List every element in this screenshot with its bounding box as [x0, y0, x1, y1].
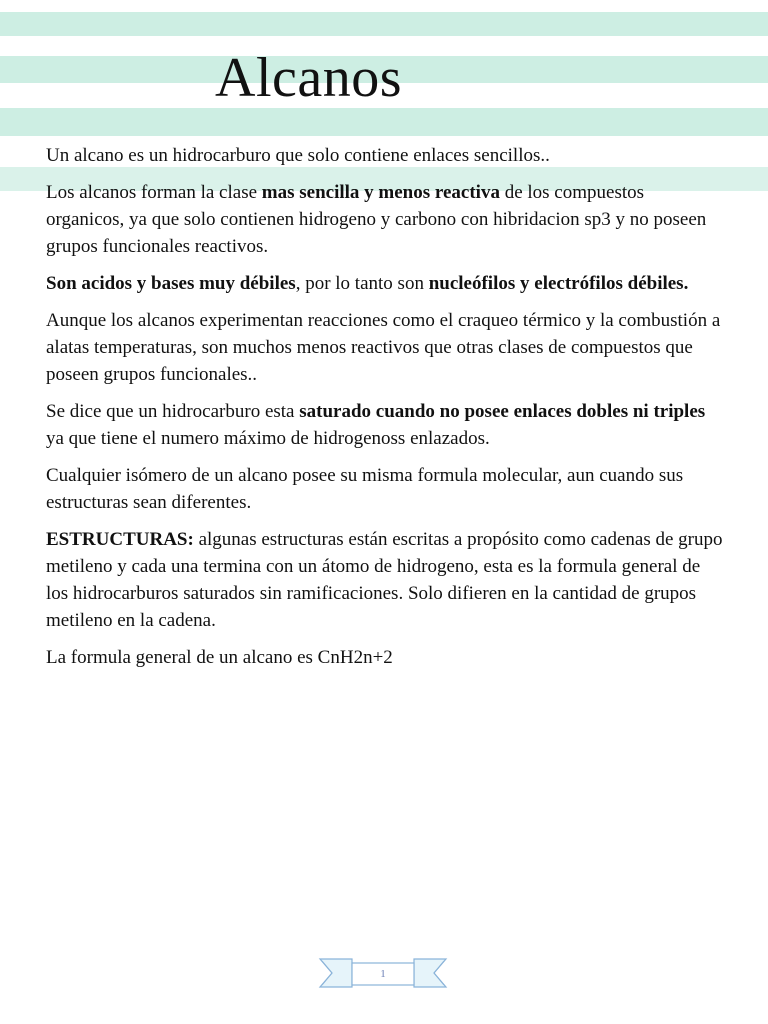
paragraph [46, 644, 726, 671]
paragraph [46, 307, 726, 388]
page-number-ribbon [318, 953, 448, 995]
header-stripe [0, 12, 768, 36]
text-run: , por lo tanto son [295, 273, 429, 294]
text-run: Se dice que un hidrocarburo esta [46, 401, 300, 422]
paragraph [46, 142, 726, 169]
bold-text: nucleófilos y electrófilos débiles. [428, 273, 689, 294]
text-run: Los alcanos forman la clase [46, 182, 262, 203]
header-stripe [0, 108, 768, 136]
text-run: Cualquier isómero de un alcano posee su misma formula molecular, aun cuando sus estructuras sean diferentes. [46, 465, 684, 513]
paragraph [46, 526, 726, 634]
bold-text: Son acidos y bases muy débiles [46, 273, 296, 294]
bold-text: ESTRUCTURAS: [46, 529, 194, 550]
text-run: ya que tiene el numero máximo de hidrogenoss enlazados. [46, 428, 490, 449]
text-run: La formula general de un alcano es CnH2n+2 [46, 647, 393, 668]
bold-text: saturado cuando no posee enlaces dobles ni triples [299, 401, 706, 422]
paragraph [46, 270, 726, 297]
text-run: algunas estructuras están escritas a propósito como cadenas de grupo metileno y cada una termina con un átomo de hidrogeno, esta es la formula general de los hidrocarburos saturados sin ramificaciones. Solo difieren en la cantidad de grupos metileno en la cadena. [46, 529, 723, 631]
page-title: Alcanos [215, 47, 403, 109]
bold-text: mas sencilla y menos reactiva [261, 182, 500, 203]
text-run: Un alcano es un hidrocarburo que solo contiene enlaces sencillos.. [46, 145, 550, 166]
paragraph [46, 179, 726, 260]
page-number: 1 [380, 968, 386, 980]
text-run: Aunque los alcanos experimentan reacciones como el craqueo térmico y la combustión a alatas temperaturas, son muchos menos reactivos que otras clases de compuestos que poseen grupos funcionales.. [46, 310, 721, 385]
text-run: de los compuestos organicos, ya que solo contienen hidrogeno y carbono con hibridacion sp3 y no poseen grupos funcionales reactivos. [46, 182, 707, 257]
paragraph [46, 398, 726, 452]
document-body [46, 142, 726, 681]
paragraph [46, 462, 726, 516]
